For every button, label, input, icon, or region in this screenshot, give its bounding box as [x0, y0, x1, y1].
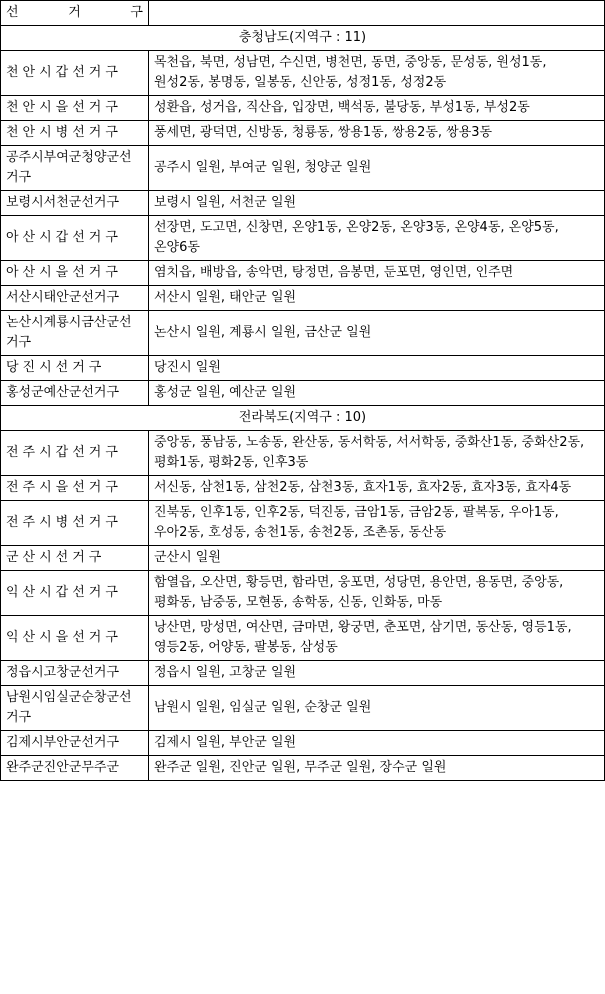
district-row	[1, 686, 605, 731]
district-name: 익산시갑선거구	[1, 571, 149, 616]
district-name: 남원시임실군순창군선거구	[1, 686, 149, 731]
district-area: 군산시 일원	[149, 546, 605, 571]
district-area: 당진시 일원	[149, 356, 605, 381]
district-name: 보령시서천군선거구	[1, 191, 149, 216]
section-row	[1, 26, 605, 51]
district-row	[1, 431, 605, 476]
district-row	[1, 501, 605, 546]
district-row	[1, 756, 605, 781]
district-name: 홍성군예산군선거구	[1, 381, 149, 406]
district-row	[1, 146, 605, 191]
district-row	[1, 546, 605, 571]
header-name-cell: 선 거 구	[1, 1, 149, 26]
section-row	[1, 406, 605, 431]
district-area: 중앙동, 풍남동, 노송동, 완산동, 동서학동, 서서학동, 중화산1동, 중화산2동, 평화1동, 평화2동, 인후3동	[149, 431, 605, 476]
district-name: 익산시을선거구	[1, 616, 149, 661]
district-name: 전주시병선거구	[1, 501, 149, 546]
district-name: 당진시선거구	[1, 356, 149, 381]
district-area: 남원시 일원, 임실군 일원, 순창군 일원	[149, 686, 605, 731]
district-name: 천안시갑선거구	[1, 51, 149, 96]
district-name: 아산시을선거구	[1, 261, 149, 286]
district-name: 아산시갑선거구	[1, 216, 149, 261]
district-area: 서산시 일원, 태안군 일원	[149, 286, 605, 311]
district-row	[1, 311, 605, 356]
header-row	[1, 1, 605, 26]
district-row	[1, 731, 605, 756]
district-row	[1, 286, 605, 311]
district-area: 성환읍, 성거읍, 직산읍, 입장면, 백석동, 불당동, 부성1동, 부성2동	[149, 96, 605, 121]
district-name: 완주군진안군무주군	[1, 756, 149, 781]
district-row	[1, 51, 605, 96]
district-area: 서신동, 삼천1동, 삼천2동, 삼천3동, 효자1동, 효자2동, 효자3동, 효자4동	[149, 476, 605, 501]
district-area: 완주군 일원, 진안군 일원, 무주군 일원, 장수군 일원	[149, 756, 605, 781]
district-area: 논산시 일원, 계룡시 일원, 금산군 일원	[149, 311, 605, 356]
district-row	[1, 261, 605, 286]
district-name: 서산시태안군선거구	[1, 286, 149, 311]
district-name: 전주시을선거구	[1, 476, 149, 501]
district-name: 군산시선거구	[1, 546, 149, 571]
district-row	[1, 381, 605, 406]
district-area: 보령시 일원, 서천군 일원	[149, 191, 605, 216]
section-title: 전라북도(지역구 : 10)	[1, 406, 605, 431]
district-area: 김제시 일원, 부안군 일원	[149, 731, 605, 756]
district-area: 정읍시 일원, 고창군 일원	[149, 661, 605, 686]
district-area: 진북동, 인후1동, 인후2동, 덕진동, 금암1동, 금암2동, 팔복동, 우아1동, 우아2동, 호성동, 송천1동, 송천2동, 조촌동, 동산동	[149, 501, 605, 546]
district-row	[1, 476, 605, 501]
district-row	[1, 571, 605, 616]
header-area-cell	[149, 1, 605, 26]
district-row	[1, 616, 605, 661]
section-title: 충청남도(지역구 : 11)	[1, 26, 605, 51]
district-name: 공주시부여군청양군선거구	[1, 146, 149, 191]
district-name: 전주시갑선거구	[1, 431, 149, 476]
district-row	[1, 216, 605, 261]
district-row	[1, 661, 605, 686]
district-row	[1, 191, 605, 216]
district-name: 김제시부안군선거구	[1, 731, 149, 756]
district-area: 선장면, 도고면, 신창면, 온양1동, 온양2동, 온양3동, 온양4동, 온양5동, 온양6동	[149, 216, 605, 261]
district-area: 목천읍, 북면, 성남면, 수신면, 병천면, 동면, 중앙동, 문성동, 원성1동, 원성2동, 봉명동, 일봉동, 신안동, 성정1동, 성정2동	[149, 51, 605, 96]
district-name: 논산시계룡시금산군선거구	[1, 311, 149, 356]
district-table-body	[1, 1, 605, 781]
district-name: 천안시병선거구	[1, 121, 149, 146]
district-area: 염치읍, 배방읍, 송악면, 탕정면, 음봉면, 둔포면, 영인면, 인주면	[149, 261, 605, 286]
district-row	[1, 356, 605, 381]
district-area: 홍성군 일원, 예산군 일원	[149, 381, 605, 406]
district-name: 정읍시고창군선거구	[1, 661, 149, 686]
district-row	[1, 121, 605, 146]
district-row	[1, 96, 605, 121]
district-area: 공주시 일원, 부여군 일원, 청양군 일원	[149, 146, 605, 191]
district-area: 낭산면, 망성면, 여산면, 금마면, 왕궁면, 춘포면, 삼기면, 동산동, 영등1동, 영등2동, 어양동, 팔봉동, 삼성동	[149, 616, 605, 661]
district-name: 천안시을선거구	[1, 96, 149, 121]
district-area: 풍세면, 광덕면, 신방동, 청룡동, 쌍용1동, 쌍용2동, 쌍용3동	[149, 121, 605, 146]
district-area: 함열읍, 오산면, 황등면, 함라면, 웅포면, 성당면, 용안면, 용동면, 중앙동, 평화동, 남중동, 모현동, 송학동, 신동, 인화동, 마동	[149, 571, 605, 616]
